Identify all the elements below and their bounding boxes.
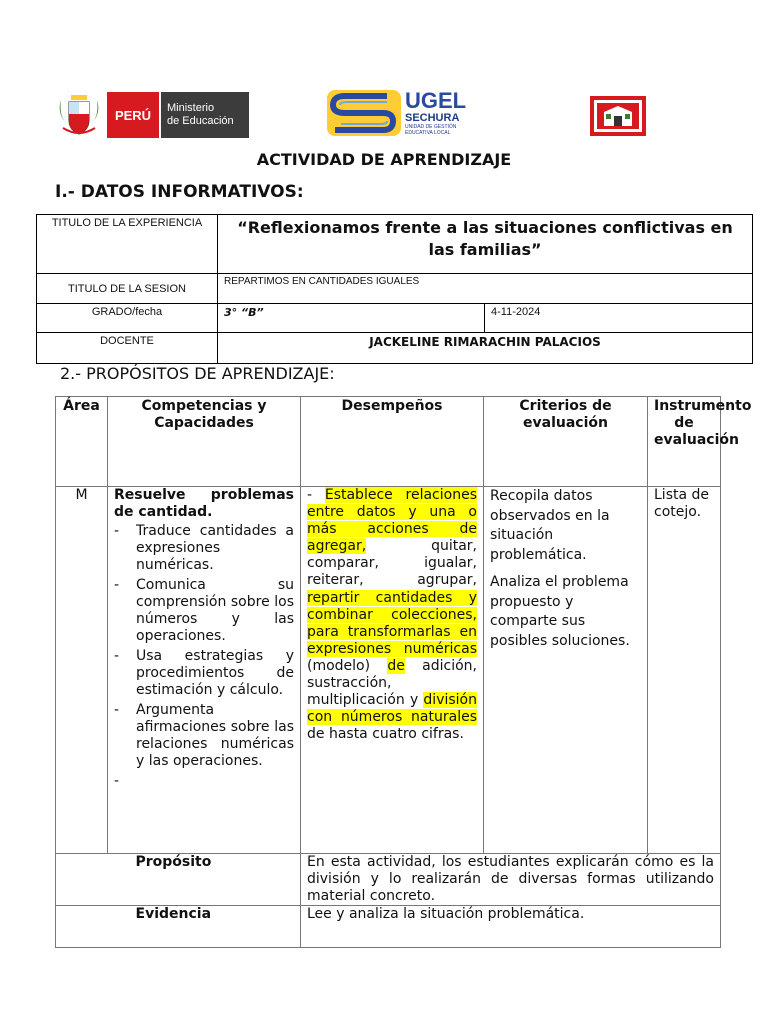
criterios-cell <box>484 487 648 854</box>
ugel-logo <box>327 89 487 137</box>
ministerio-label <box>161 92 249 138</box>
titulo-experiencia-label: TITULO DE LA EXPERIENCIA <box>37 215 218 274</box>
desempeno-part: - <box>307 487 325 503</box>
ugel-tagline-2: EDUCATIVA LOCAL <box>405 130 451 136</box>
proposito-value: En esta actividad, los estudiantes explicarán cómo es la división y lo realizarán de diversas formas utilizando material concreto. <box>301 854 721 906</box>
header-area: Área <box>56 397 108 487</box>
criterio-2: Analiza el problema propuesto y comparte sus posibles soluciones. <box>490 574 630 649</box>
section-datos-heading: I.- DATOS INFORMATIVOS: <box>55 182 304 202</box>
titulo-sesion-value: REPARTIMOS EN CANTIDADES IGUALES <box>218 274 753 304</box>
instrumento-value: Lista de cotejo. <box>648 487 721 854</box>
list-item: - <box>114 773 294 790</box>
table-row <box>56 906 721 948</box>
desempeno-part-highlight: repartir cantidades y combinar colecciones, para transformarlas en expresiones numéricas <box>307 589 477 657</box>
desempeno-part-highlight: Establece relaciones entre datos y una o más acciones de agregar, <box>307 487 477 555</box>
table-row <box>37 215 753 274</box>
table-row <box>56 854 721 906</box>
table-row <box>37 274 753 304</box>
titulo-experiencia-value: “Reflexionamos frente a las situaciones conflictivas en las familias” <box>218 215 753 274</box>
capacidad-text: Argumenta afirmaciones sobre las relaciones numéricas y las operaciones. <box>136 702 294 769</box>
page-title: ACTIVIDAD DE APRENDIZAJE <box>256 150 512 169</box>
header-instrumento: Instrumento de evaluación <box>648 397 721 487</box>
evidencia-label: Evidencia <box>108 906 301 948</box>
capacidad-text <box>136 773 294 790</box>
ministerio-line1: Ministerio <box>167 102 215 114</box>
competencias-cell <box>108 487 301 854</box>
evidencia-value: Lee y analiza la situación problemática. <box>301 906 721 948</box>
ugel-tagline-1: UNIDAD DE GESTIÓN <box>405 124 457 130</box>
coat-of-arms-icon <box>55 92 103 138</box>
competencia-title: Resuelve problemas de cantidad. <box>114 487 294 520</box>
empty-cell <box>56 854 108 906</box>
area-value: M <box>56 487 108 854</box>
ugel-title: UGEL <box>405 88 467 113</box>
desempeno-part-highlight: de <box>387 657 405 674</box>
capacidad-text: Traduce cantidades a expresiones numéricas. <box>136 523 294 573</box>
desempeno-part: quitar, comparar, igualar, reiterar, agrupar, <box>307 538 477 589</box>
criterio-1: Recopila datos observados en la situación problemática. <box>490 488 610 563</box>
proposito-label: Propósito <box>108 854 301 906</box>
desempeno-part: de hasta cuatro cifras. <box>307 726 464 743</box>
table-row <box>56 397 721 487</box>
peru-label: PERÚ <box>107 92 159 138</box>
list-item: - Usa estrategias y procedimientos de estimación y cálculo. <box>114 648 294 698</box>
capacidad-text: Usa estrategias y procedimientos de estimación y cálculo. <box>136 648 294 698</box>
header-competencias: Competencias y Capacidades <box>108 397 301 487</box>
docente-label: DOCENTE <box>37 333 218 364</box>
table-row <box>37 333 753 364</box>
docente-value: JACKELINE RIMARACHIN PALACIOS <box>218 333 753 364</box>
ministerio-line2: de Educación <box>167 115 234 127</box>
minedu-logo <box>55 92 251 138</box>
desempeno-part: (modelo) <box>307 657 388 674</box>
propositos-table <box>55 396 752 948</box>
table-row <box>56 487 721 854</box>
ugel-text <box>405 90 466 136</box>
desempeno-part-highlight: división con números naturales <box>307 692 477 726</box>
header-criterios: Criterios de evaluación <box>484 397 648 487</box>
list-item: - Comunica su comprensión sobre los números y las operaciones. <box>114 577 294 644</box>
capacidades-list <box>114 523 294 790</box>
school-logo-icon <box>590 96 646 136</box>
titulo-sesion-label: TITULO DE LA SESION <box>37 274 218 304</box>
grado-value: 3° “B” <box>218 304 485 333</box>
section-propositos-heading: 2.- PROPÓSITOS DE APRENDIZAJE: <box>60 364 335 383</box>
capacidad-text: Comunica su comprensión sobre los números y las operaciones. <box>136 577 294 644</box>
table-row <box>37 304 753 333</box>
desempeno-cell <box>301 487 484 854</box>
grado-label: GRADO/fecha <box>37 304 218 333</box>
fecha-value: 4-11-2024 <box>485 304 753 333</box>
header-desempenos: Desempeños <box>301 397 484 487</box>
ugel-mark-icon <box>327 90 401 136</box>
list-item: - Argumenta afirmaciones sobre las relaciones numéricas y las operaciones. <box>114 702 294 769</box>
datos-table <box>36 214 753 364</box>
empty-cell <box>56 906 108 948</box>
list-item: - Traduce cantidades a expresiones numéricas. <box>114 523 294 573</box>
desempeno-part: adición, sustracción, multiplicación y <box>307 657 477 709</box>
ugel-subtitle: SECHURA <box>405 112 460 124</box>
